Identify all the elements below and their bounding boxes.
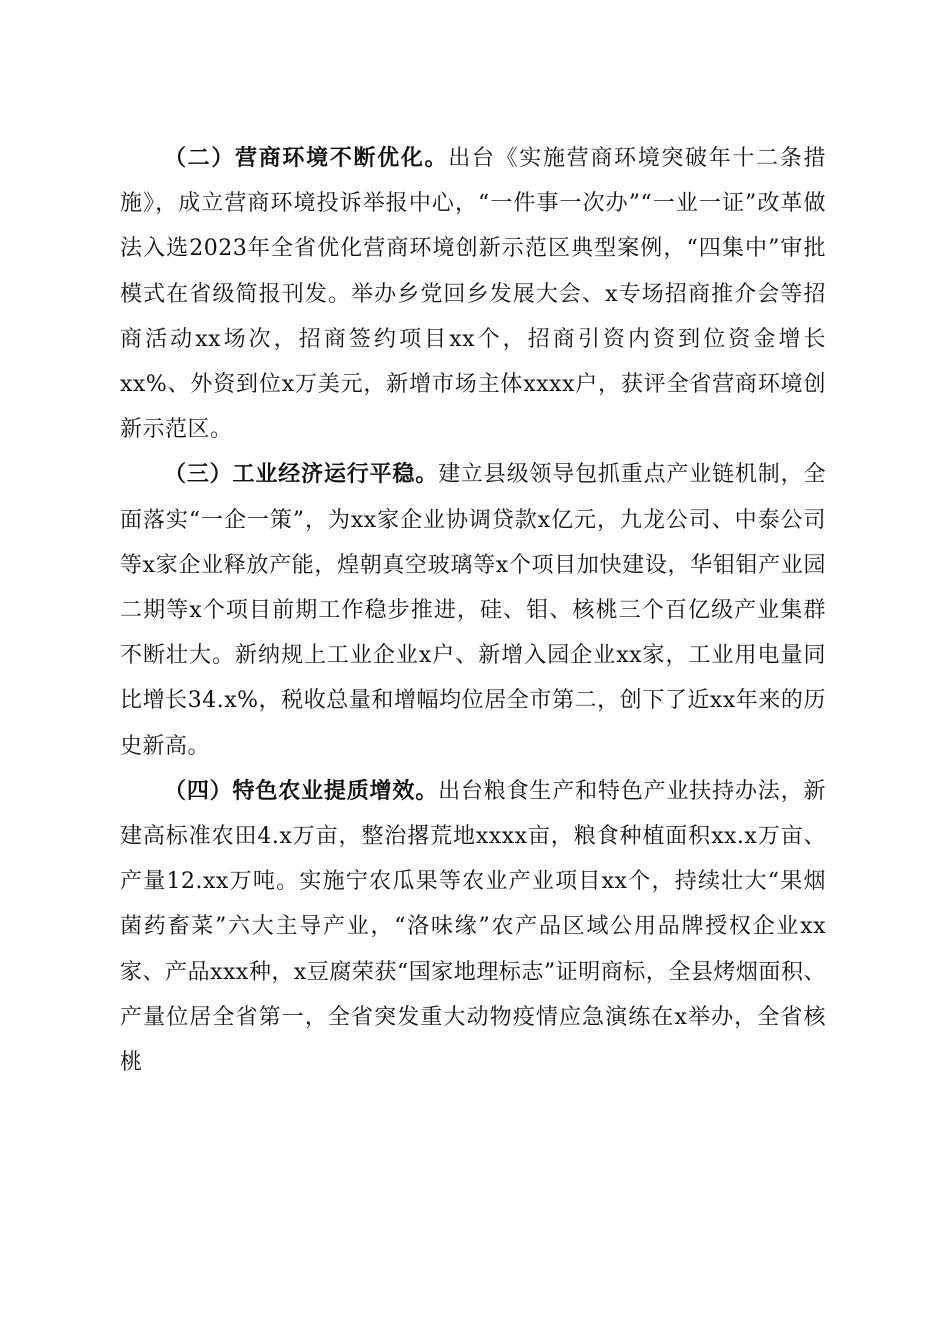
section-heading: （三）工业经济运行平稳。: [164, 462, 439, 488]
document-body: [120, 136, 826, 1085]
paragraph-text: 出台《实施营商环境突破年十二条措施》，成立营商环境投诉举报中心，“一件事一次办”“一业一证”改革做法入选2023年全省优化营商环境创新示范区典型案例，“四集中”审批模式在省级简报刊发。举办乡党回乡发展大会、x专场招商推介会等招商活动xx场次，招商签约项目xx个，招商引资内资到位资金增长xx%、外资到位x万美元，新增市场主体xxxx户，获评全省营商环境创新示范区。: [120, 146, 826, 443]
paragraph-text: 建立县级领导包抓重点产业链机制，全面落实“一企一策”，为xx家企业协调贷款x亿元，九龙公司、中泰公司等x家企业释放产能，煌朝真空玻璃等x个项目加快建设，华钼钼产业园二期等x个项目前期工作稳步推进，硅、钼、核桃三个百亿级产业集群不断壮大。新纳规上工业企业x户、新增入园企业xx家，工业用电量同比增长34.x%，税收总量和增幅均位居全市第二，创下了近xx年来的历史新高。: [120, 462, 826, 759]
paragraph-agriculture: [120, 769, 826, 1085]
paragraph-business-environment: [120, 136, 826, 452]
paragraph-industrial-economy: [120, 452, 826, 768]
section-heading: （二）营商环境不断优化。: [164, 146, 449, 171]
paragraph-text: 出台粮食生产和特色产业扶持办法，新建高标准农田4.x万亩，整治撂荒地xxxx亩，粮食种植面积xx.x万亩、产量12.xx万吨。实施宁农瓜果等农业产业项目xx个，持续壮大“果烟菌药畜菜”六大主导产业，“洛味缘”农产品区域公用品牌授权企业xx家、产品xxx种，x豆腐荣获“国家地理标志”证明商标，全县烤烟面积、产量位居全省第一，全省突发重大动物疫情应急演练在x举办，全省核桃: [120, 778, 826, 1076]
section-heading: （四）特色农业提质增效。: [164, 778, 439, 804]
